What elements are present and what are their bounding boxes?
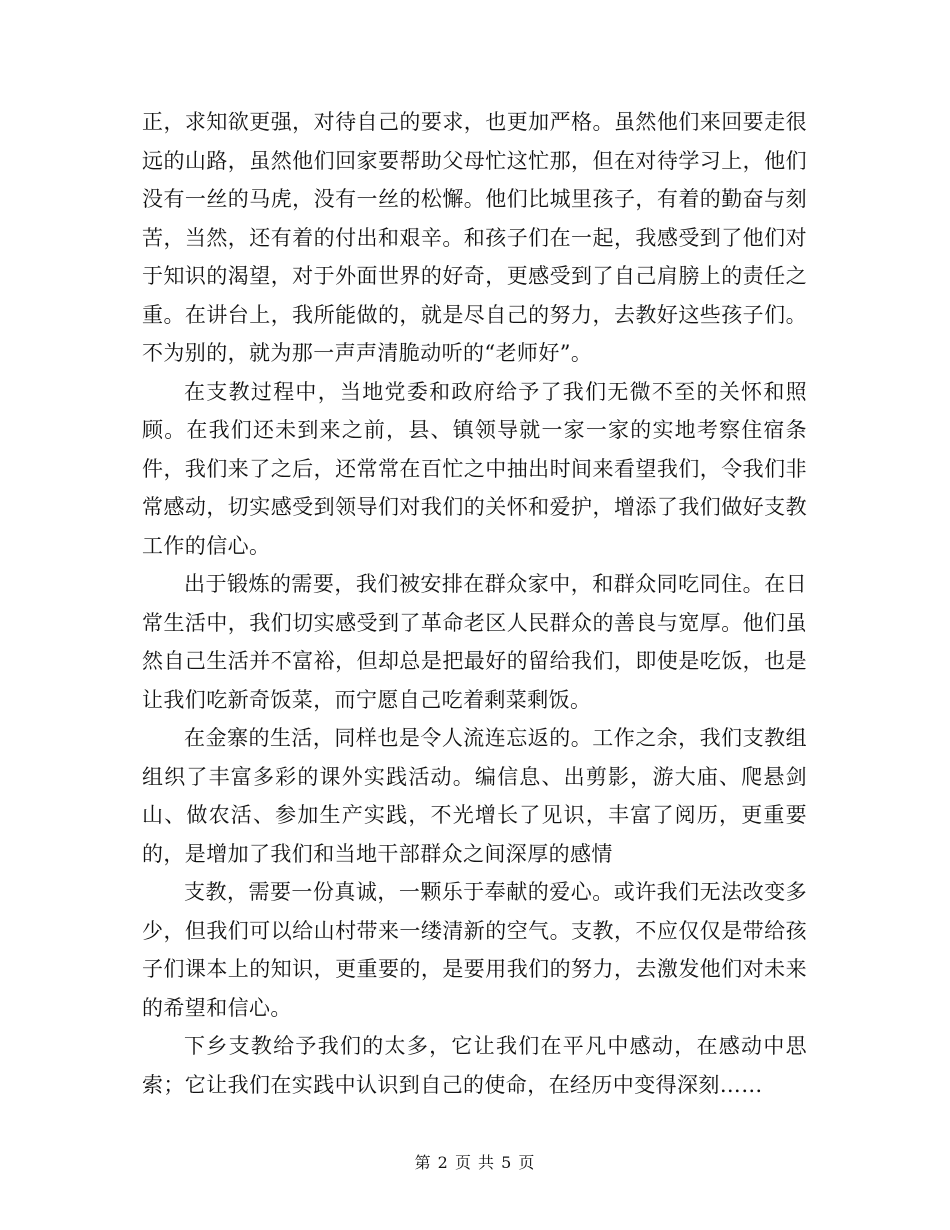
document-body <box>142 103 807 1104</box>
paragraph-closing: 下乡支教给予我们的太多，它让我们在平凡中感动，在感动中思索；它让我们在实践中认识到自己的使命，在经历中变得深刻…… <box>142 1034 807 1097</box>
page-number-footer: 第 2 页 共 5 页 <box>414 1153 536 1172</box>
paragraph-jinzhai-life: 在金寨的生活，同样也是令人流连忘返的。工作之余，我们支教组组织了丰富多彩的课外实践活动。编信息、出剪影，游大庙、爬悬剑山、做农活、参加生产实践，不光增长了见识，丰富了阅历，更重要的，是增加了我们和当地干部群众之间深厚的感情 <box>142 726 807 866</box>
paragraph-living-with-villagers: 出于锻炼的需要，我们被安排在群众家中，和群众同吃同住。在日常生活中，我们切实感受到了革命老区人民群众的善良与宽厚。他们虽然自己生活并不富裕，但却总是把最好的留给我们，即使是吃饭，也是让我们吃新奇饭菜，而宁愿自己吃着剩菜剩饭。 <box>142 572 807 712</box>
paragraph-government-care: 在支教过程中，当地党委和政府给予了我们无微不至的关怀和照顾。在我们还未到来之前，县、镇领导就一家一家的实地考察住宿条件，我们来了之后，还常常在百忙之中抽出时间来看望我们，令我们非常感动，切实感受到领导们对我们的关怀和爱护，增添了我们做好支教工作的信心。 <box>142 379 807 558</box>
paragraph-teaching-sincerity: 支教，需要一份真诚，一颗乐于奉献的爱心。或许我们无法改变多少，但我们可以给山村带来一缕清新的空气。支教，不应仅仅是带给孩子们课本上的知识，更重要的，是要用我们的努力，去激发他们对未来的希望和信心。 <box>142 880 807 1020</box>
paragraph-continued: 正，求知欲更强，对待自己的要求，也更加严格。虽然他们来回要走很远的山路，虽然他们回家要帮助父母忙这忙那，但在对待学习上，他们没有一丝的马虎，没有一丝的松懈。他们比城里孩子，有着的勤奋与刻苦，当然，还有着的付出和艰辛。和孩子们在一起，我感受到了他们对于知识的渴望，对于外面世界的好奇，更感受到了自己肩膀上的责任之重。在讲台上，我所能做的，就是尽自己的努力，去教好这些孩子们。不为别的，就为那一声声清脆动听的“老师好”。 <box>142 110 807 365</box>
